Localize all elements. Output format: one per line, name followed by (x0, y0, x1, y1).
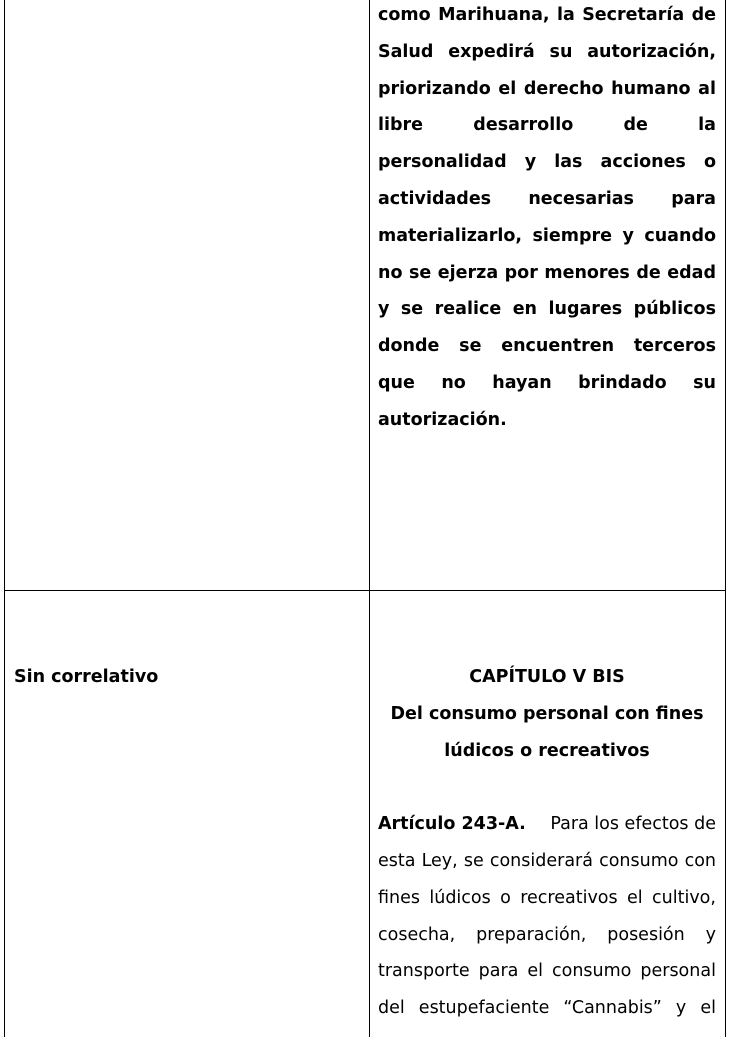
word: y (705, 924, 716, 945)
word: del (378, 998, 405, 1019)
article-line (378, 917, 716, 954)
word: Marihuana, (438, 5, 550, 25)
word: y (622, 225, 634, 246)
word: como (378, 5, 431, 25)
text-line: autorización. (378, 409, 507, 430)
word: humano (611, 78, 691, 99)
article-line (378, 880, 716, 917)
word: desarrollo (473, 115, 574, 136)
word: o (500, 887, 511, 908)
word: acciones (600, 152, 686, 173)
word: personalidad (378, 152, 507, 173)
word: priorizando (378, 78, 491, 99)
chapter-title: CAPÍTULO V BIS (469, 667, 625, 687)
word: cuando (644, 225, 716, 246)
word: su (549, 41, 573, 62)
word: su (693, 372, 716, 393)
word: Ley, (421, 850, 458, 871)
word: no (441, 372, 466, 393)
text-line (378, 107, 716, 144)
word: con (684, 850, 716, 871)
table-column-divider (369, 0, 370, 1037)
word: hayan (492, 372, 552, 393)
word: fines (378, 887, 420, 908)
bottom-left-cell-text (14, 659, 354, 696)
table-right-border (725, 0, 726, 1037)
word: Salud (378, 41, 434, 62)
word: actividades (378, 188, 492, 209)
word: ejerza (437, 262, 499, 283)
word: y (524, 152, 537, 173)
word: se (459, 336, 482, 357)
word: y (378, 299, 390, 320)
article-first-line (378, 806, 716, 843)
text-line (378, 218, 716, 255)
word: siempre (532, 225, 613, 246)
word: personal (640, 961, 716, 982)
top-right-cell-text (378, 0, 716, 439)
word: estupefaciente (418, 998, 550, 1019)
table-row-divider (4, 590, 726, 591)
word: se (400, 299, 424, 320)
text-line (378, 71, 716, 108)
table-left-border (4, 0, 5, 1037)
word: para (671, 188, 716, 209)
word: brindado (578, 372, 667, 393)
text-line (378, 255, 716, 292)
word: o (703, 152, 716, 173)
word: para (478, 961, 519, 982)
word: por (504, 262, 538, 283)
word: preparación, (476, 924, 587, 945)
word: el (700, 998, 716, 1019)
word: derecho (523, 78, 604, 99)
word: realice (434, 299, 502, 320)
text-line (378, 328, 716, 365)
spacer (378, 769, 716, 806)
word: considerará (489, 850, 593, 871)
article-label: Artículo 243-A. (378, 814, 526, 835)
text-line (378, 181, 716, 218)
word: al (698, 78, 716, 99)
word: esta (378, 850, 416, 871)
word: cultivo, (652, 887, 716, 908)
word: posesión (607, 924, 685, 945)
word: la (698, 115, 716, 136)
word: encuentren (501, 336, 615, 357)
word: menores (544, 262, 630, 283)
article-line (378, 953, 716, 990)
word: se (408, 262, 432, 283)
word: Secretaría (582, 5, 685, 25)
word: el (627, 887, 643, 908)
word: donde (378, 336, 440, 357)
word: consumo (599, 850, 679, 871)
word: de (691, 5, 716, 25)
word: en (512, 299, 538, 320)
word: de (623, 115, 648, 136)
word: edad (667, 262, 716, 283)
word: expedirá (448, 41, 535, 62)
word: y (675, 998, 687, 1019)
word: la (556, 5, 575, 25)
word: las (554, 152, 583, 173)
word: públicos (633, 299, 716, 320)
word: se (463, 850, 484, 871)
word: libre (378, 115, 424, 136)
word: terceros (633, 336, 716, 357)
text-line (378, 0, 716, 34)
word: lugares (548, 299, 623, 320)
word: el (527, 961, 544, 982)
text-line (378, 144, 716, 181)
article-line (378, 990, 716, 1027)
word: recreativos (520, 887, 618, 908)
word: el (498, 78, 517, 99)
no-correlative-label: Sin correlativo (14, 667, 159, 687)
bottom-right-cell-text (378, 659, 716, 1027)
word: que (378, 372, 415, 393)
text-line (378, 365, 716, 402)
chapter-subtitle: lúdicos o recreativos (444, 740, 650, 761)
chapter-subtitle: Del consumo personal con fines (390, 703, 704, 724)
word: autorización, (587, 41, 716, 62)
word: lúdicos (429, 887, 491, 908)
article-text: Para los efectos de (550, 814, 716, 835)
word: “Cannabis” (563, 998, 662, 1019)
word: materializarlo, (378, 225, 523, 246)
word: de (636, 262, 661, 283)
word: consumo (552, 961, 632, 982)
word: transporte (378, 961, 470, 982)
word: cosecha, (378, 924, 456, 945)
text-line (378, 34, 716, 71)
word: no (378, 262, 403, 283)
word: necesarias (528, 188, 634, 209)
text-line (378, 291, 716, 328)
article-line (378, 843, 716, 880)
